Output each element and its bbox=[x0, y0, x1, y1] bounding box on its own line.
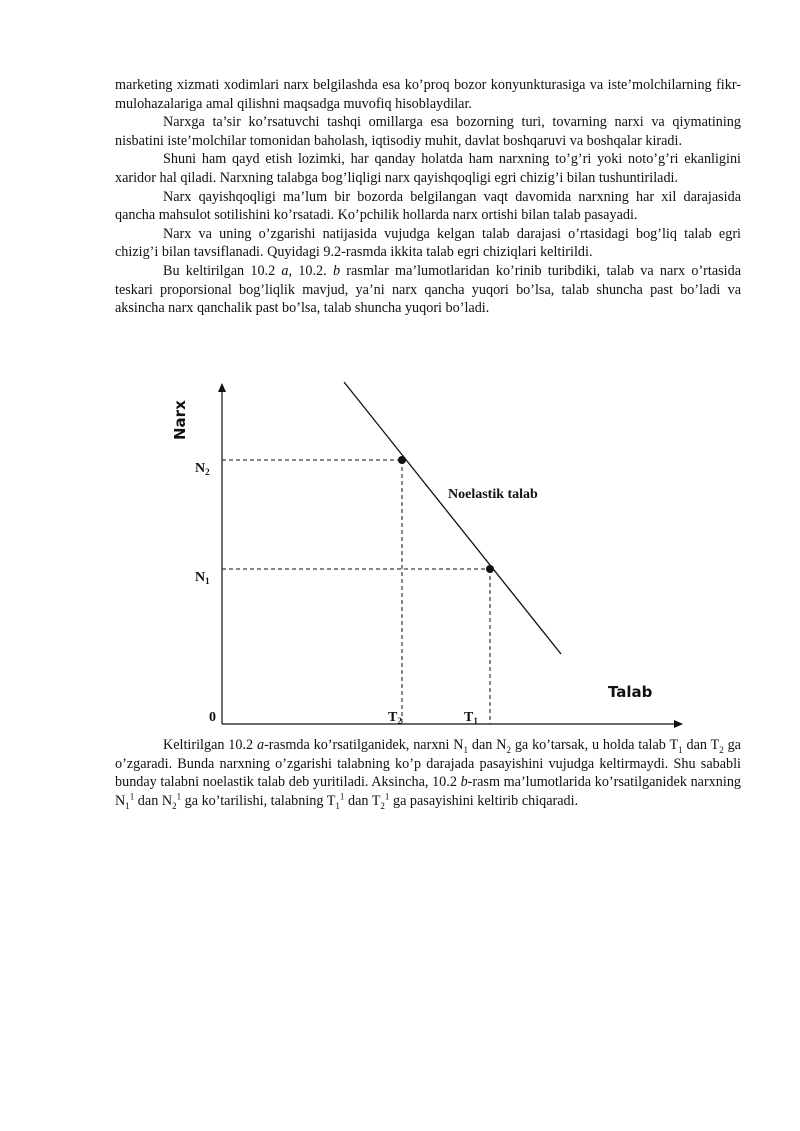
page-text-bottom bbox=[115, 736, 741, 810]
y-axis-label: Narx bbox=[171, 400, 189, 440]
origin-label: 0 bbox=[209, 710, 216, 725]
paragraph-5: Narx va uning o’zgarishi natijasida vujudga kelgan talab darajasi o’rtasidagi bog’liq talab egri chizig’i bilan tavsiflanadi. Quyidagi 9.2-rasmda ikkita talab egri chiziqlari keltirildi. bbox=[115, 225, 741, 261]
page-text-top bbox=[115, 76, 741, 318]
t1-label: $T_1$ bbox=[464, 710, 478, 726]
point-n1-t1 bbox=[486, 565, 494, 573]
paragraph-6: Bu keltirilgan 10.2 a, 10.2. b rasmlar ma’lumotlaridan ko’rinib turibdiki, talab va narx o’rtasida teskari proporsional bog’liqlik mavjud, ya’ni narx qancha yuqori bo’lsa, talab shuncha past bo’ladi va aksincha narx qanchalik past bo’lsa, talab shuncha yuqori bo’ladi. bbox=[115, 262, 741, 317]
paragraph-3: Shuni ham qayd etish lozimki, har qanday holatda ham narxning to’g’ri yoki noto’g’ri ekanligini xaridor hal qiladi. Narxning talabga bog’liqligi narx qayishqoqligi egri chizig’i bilan tushuntiriladi. bbox=[115, 151, 741, 186]
paragraph-4: Narx qayishqoqligi ma’lum bir bozorda belgilangan vaqt davomida narxning har xil darajasida qancha mahsulot sotilishini ko’rsatadi. Ko’pchilik hollarda narx ortishi bilan talab pasayadi. bbox=[115, 188, 741, 224]
curve-label: Noelastik talab bbox=[448, 487, 538, 502]
demand-chart-svg bbox=[160, 376, 700, 736]
paragraph-1: marketing xizmati xodimlari narx belgilashda esa ko’proq bozor konyunkturasiga va iste’molchilarning fikr-mulohazalariga amal qilishni maqsadga muvofiq hisoblaydilar. bbox=[115, 77, 741, 112]
paragraph-2: Narxga ta’sir ko’rsatuvchi tashqi omillarga esa bozorning turi, tovarning narxi va qiymatining nisbatini iste’molchilar tomonidan baholash, iqtisodiy muhit, davlat boshqaruvi va boshqalar kiradi. bbox=[115, 114, 741, 149]
paragraph-7: Keltirilgan 10.2 a-rasmda ko’rsatilganidek, narxni $N_1$ dan $N_2$ ga ko’tarsak, u holda talab $T_1$ dan $T_2$ ga o’zgaradi. Bunda narxning o’zgarishi talabning ko’p darajada pasayishini vujudga keltirmaydi. Shu sababli bunday talabni noelastik talab deb yuritiladi. Aksincha, 10.2 b-rasm ma’lumotlarida ko’rsatilganidek narxning $N_1^1$ dan $N_2^1$ ga ko’tarilishi, talabning $T_1^1$ dan $T_2^1$ ga pasayishini keltirib chiqaradi. bbox=[115, 737, 742, 811]
x-axis-label: Talab bbox=[608, 683, 653, 701]
point-n2-t2 bbox=[398, 456, 406, 464]
n2-label: $N_2$ bbox=[195, 461, 210, 477]
demand-chart bbox=[160, 376, 700, 736]
t2-label: $T_2$ bbox=[388, 710, 402, 726]
n1-label: $N_1$ bbox=[195, 570, 210, 586]
demand-curve bbox=[344, 382, 561, 654]
